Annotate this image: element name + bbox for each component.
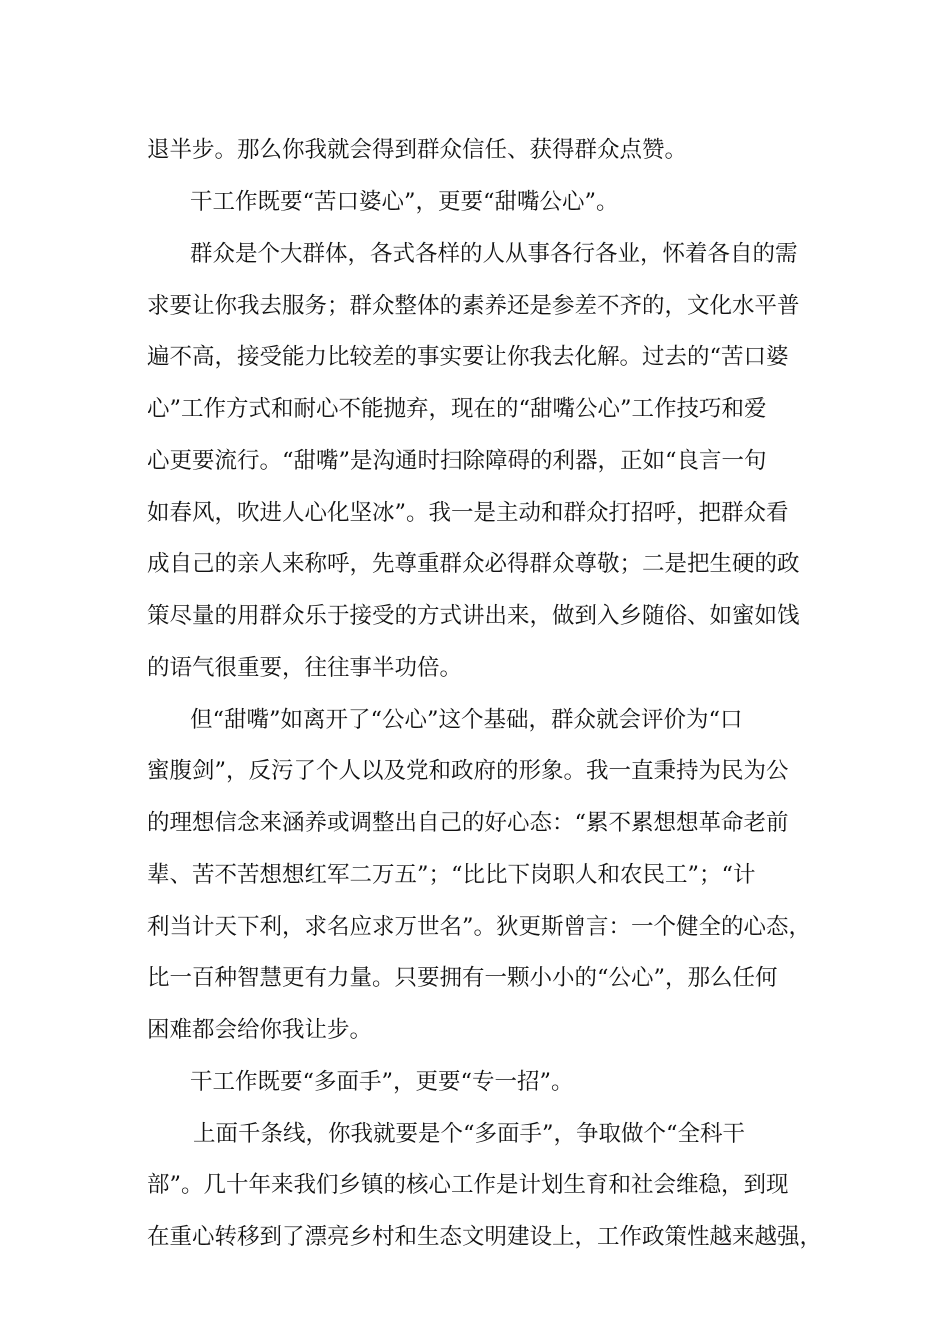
text-line-14: 的理想信念来涵养或调整出自己的好心态：“累不累想想革命老前 [147,810,789,836]
text-line-22: 在重心转移到了漂亮乡村和生态文明建设上，工作政策性越来越强， [147,1224,823,1250]
text-line-1: 退半步。那么你我就会得到群众信任、获得群众点赞。 [147,137,688,163]
text-line-16: 利当计天下利，求名应求万世名”。狄更斯曾言：一个健全的心态， [147,914,812,940]
text-line-13: 蜜腹剑”，反污了个人以及党和政府的形象。我一直秉持为民为公 [147,758,789,784]
text-line-6: 心”工作方式和耐心不能抛弃，现在的“甜嘴公心”工作技巧和爱 [147,396,767,422]
text-line-5: 遍不高，接受能力比较差的事实要让你我去化解。过去的“苦口婆 [147,344,789,370]
text-line-12: 但“甜嘴”如离开了“公心”这个基础，群众就会评价为“口 [190,707,743,733]
text-line-21: 部”。几十年来我们乡镇的核心工作是计划生育和社会维稳，到现 [147,1172,789,1198]
text-line-18: 困难都会给你我让步。 [147,1017,373,1043]
text-line-11: 的语气很重要，往往事半功倍。 [147,655,463,681]
text-line-9: 成自己的亲人来称呼，先尊重群众必得群众尊敬；二是把生硬的政 [147,551,800,577]
text-line-4: 求要让你我去服务；群众整体的素养还是参差不齐的，文化水平普 [147,293,800,319]
section-heading-2: 干工作既要“多面手”，更要“专一招”。 [190,1069,574,1095]
section-heading-1: 干工作既要“苦口婆心”，更要“甜嘴公心”。 [190,189,619,215]
text-line-20: 上面千条线，你我就要是个“多面手”，争取做个“全科干 [193,1121,746,1147]
text-line-3: 群众是个大群体，各式各样的人从事各行各业，怀着各自的需 [190,241,798,267]
text-line-7: 心更要流行。“甜嘴”是沟通时扫除障碍的利器，正如“良言一句 [147,448,767,474]
text-line-17: 比一百种智慧更有力量。只要拥有一颗小小的“公心”，那么任何 [147,965,778,991]
text-line-15: 辈、苦不苦想想红军二万五”；“比比下岗职人和农民工”；“计 [147,862,756,888]
text-line-8: 如春风，吹进人心化坚冰”。我一是主动和群众打招呼，把群众看 [147,500,789,526]
text-line-10: 策尽量的用群众乐于接受的方式讲出来，做到入乡随俗、如蜜如饯 [147,603,800,629]
